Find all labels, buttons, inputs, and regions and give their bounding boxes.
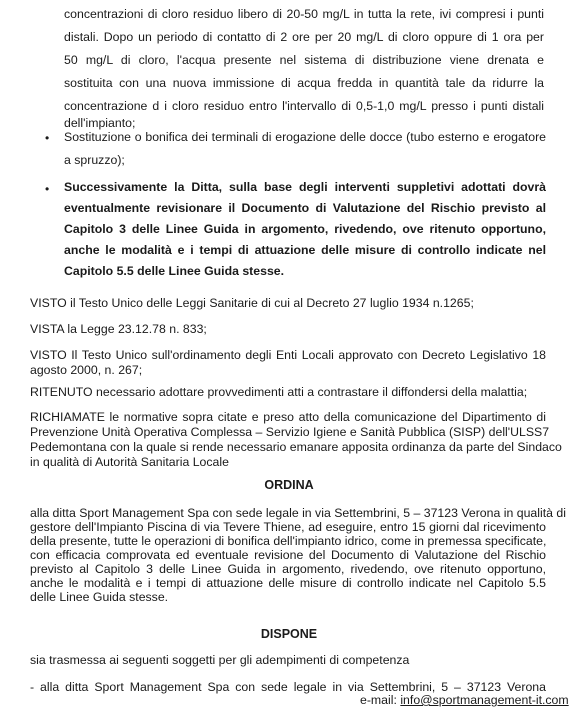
ordina-line-1: alla ditta Sport Management Spa con sede legale in via Settembrini, 5 – 37123 Verona in qualità di <box>30 506 566 520</box>
continuation-line-3: 50 mg/L di cloro, l'acqua presente nel sistema di distribuzione viene drenata e <box>64 53 544 67</box>
bullet2-line-2: a spruzzo); <box>64 153 125 167</box>
ordina-line-3: della presente, tutte le operazioni di bonifica dell'impianto idrico, come in premessa specificate, <box>30 534 547 548</box>
dispone-heading: DISPONE <box>260 627 318 641</box>
ordina-line-2: gestore dell'Impianto Piscina di via Tevere Thiene, ad eseguire, entro 15 giorni dal ricevimento <box>30 520 546 534</box>
bullet3-line-4: anche le modalità e i tempi di attuazione delle misure di controllo indicate nel <box>64 243 546 257</box>
recipient-email-row <box>360 693 569 708</box>
ordina-line-5: previsto al Capitolo 3 delle Linee Guida in argomento, rivedendo, ove ritenuto opportuno, <box>30 562 546 576</box>
continuation-line-4: sostituita con una nuova immissione di acqua fredda in quantità tale da ridurre la <box>64 76 544 90</box>
ordina-line-6: anche le modalità e i tempi di attuazione delle misure di controllo indicate nel Capitolo 5.5 <box>30 576 546 590</box>
bullet-icon: • <box>45 182 50 196</box>
richiamate-line-1: RICHIAMATE le normative sopra citate e preso atto della comunicazione del Dipartimento di <box>30 410 546 424</box>
continuation-line-1: concentrazioni di cloro residuo libero di 20-50 mg/L in tutta la rete, ivi compresi i punti <box>64 7 544 21</box>
continuation-line-2: distali. Dopo un periodo di contatto di 2 ore per 20 mg/L di cloro oppure di 1 ora per <box>64 30 544 44</box>
richiamate-line-2: Prevenzione Unità Operativa Complessa – Servizio Igiene e Sanità Pubblica (SISP) dell'ULSS7 <box>30 425 550 439</box>
bullet3-line-2: eventualmente revisionare il Documento di Valutazione del Rischio previsto al <box>64 201 546 215</box>
bullet2-line-1: Sostituzione o bonifica dei terminali di erogazione delle docce (tubo esterno e erogatore <box>64 130 546 144</box>
continuation-line-5: concentrazione d i cloro residuo entro l'intervallo di 0,5-1,0 mg/L presso i punti distali <box>64 99 544 113</box>
bullet-icon: • <box>45 131 50 145</box>
dispone-paragraph: sia trasmessa ai seguenti soggetti per gli adempimenti di competenza <box>30 653 410 667</box>
bullet3-line-3: Capitolo 3 delle Linee Guida in argomento, rivedendo, ove ritenuto opportuno, <box>64 222 546 236</box>
continuation-line-6: dell'impianto; <box>64 116 136 130</box>
ritenuto-paragraph: RITENUTO necessario adottare provvedimenti atti a contrastare il diffondersi della malattia; <box>30 385 528 399</box>
visto-testo-unico-enti-locali-line-2: agosto 2000, n. 267; <box>30 363 143 377</box>
bullet3-line-1: Successivamente la Ditta, sulla base degli interventi suppletivi adottati dovrà <box>64 180 546 194</box>
ordina-line-4: con efficacia comprovata ed eventuale revisione del Documento di Valutazione del Rischio <box>30 548 546 562</box>
visto-testo-unico-leggi-sanitarie: VISTO il Testo Unico delle Leggi Sanitarie di cui al Decreto 27 luglio 1934 n.1265; <box>30 296 474 310</box>
bullet3-line-5: Capitolo 5.5 delle Linee Guida stesse. <box>64 264 285 278</box>
email-link[interactable]: info@sportmanagement-it.com <box>400 693 569 707</box>
email-label: e-mail: <box>360 693 397 707</box>
recipient-sport-management: - alla ditta Sport Management Spa con sede legale in via Settembrini, 5 – 37123 Verona <box>30 680 546 694</box>
ordina-line-7: delle Linee Guida stesse. <box>30 590 169 604</box>
ordina-heading: ORDINA <box>264 478 314 492</box>
richiamate-line-3: Pedemontana con la quale si rende necessario emanare apposita ordinanza da parte del Sindaco <box>30 440 562 454</box>
visto-testo-unico-enti-locali-line-1: VISTO Il Testo Unico sull'ordinamento degli Enti Locali approvato con Decreto Legislativo 18 <box>30 348 546 362</box>
vista-legge-833: VISTA la Legge 23.12.78 n. 833; <box>30 322 207 336</box>
richiamate-line-4: in qualità di Autorità Sanitaria Locale <box>30 455 229 469</box>
